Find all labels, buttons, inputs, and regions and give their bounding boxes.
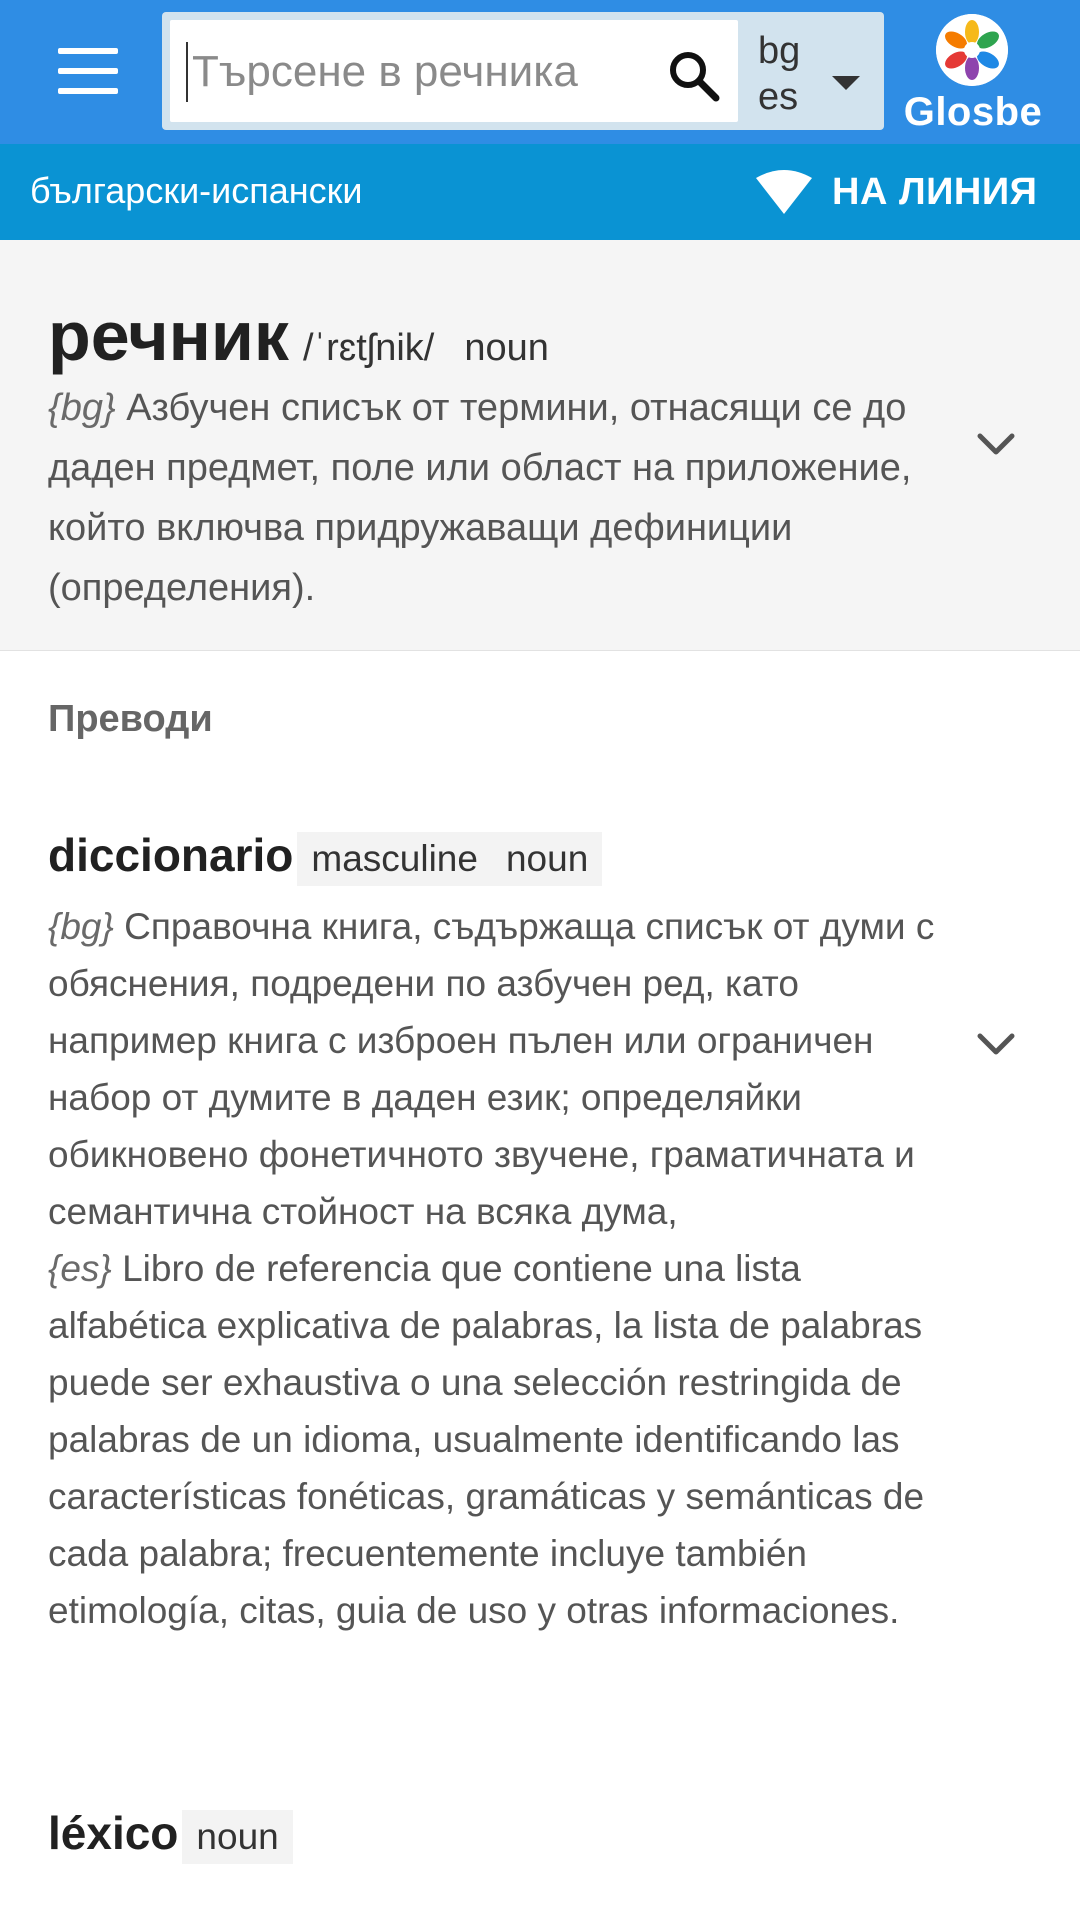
glosbe-logo bbox=[936, 14, 1008, 86]
definition-bg bbox=[48, 898, 948, 1240]
definition-bg-text: Справочна книга, съдържаща списък от думи с обяснения, подредени по азбучен ред, като например книга с изброен пълен или ограничен набор от думите в даден език; определяйки обикновено фонетичното звучене, граматичната и семантична стойност на всяка дума, bbox=[48, 906, 935, 1232]
menu-icon[interactable] bbox=[58, 48, 118, 96]
language-selector[interactable] bbox=[748, 22, 878, 122]
source-language: bg bbox=[758, 30, 801, 72]
pos-tag: noun bbox=[505, 838, 589, 879]
pronunciation: /ˈrɛtʃnik/ bbox=[302, 327, 435, 369]
headword-card bbox=[0, 240, 1080, 651]
translations-section bbox=[0, 652, 1080, 1920]
online-label: НА ЛИНИЯ bbox=[832, 170, 1038, 213]
chevron-down-icon[interactable] bbox=[976, 432, 1016, 458]
search-bar bbox=[162, 12, 884, 130]
chevron-down-icon[interactable] bbox=[976, 1032, 1016, 1058]
search-input[interactable] bbox=[186, 42, 634, 102]
brand-name: Glosbe bbox=[903, 90, 1043, 134]
gender-tag: masculine bbox=[311, 838, 478, 879]
brand[interactable] bbox=[900, 10, 1070, 136]
app-bar bbox=[0, 0, 1080, 144]
grammar-tags bbox=[297, 832, 602, 886]
translation-word: diccionario bbox=[48, 829, 294, 881]
definition bbox=[48, 378, 948, 618]
dropdown-caret-icon bbox=[832, 76, 860, 90]
translation-item-diccionario[interactable] bbox=[48, 828, 602, 886]
section-title: Преводи bbox=[48, 698, 213, 740]
search-box bbox=[170, 20, 738, 122]
headword-line bbox=[48, 296, 549, 376]
definition-language-tag: {bg} bbox=[48, 387, 116, 429]
language-pair[interactable]: български-испански bbox=[30, 170, 363, 211]
part-of-speech: noun bbox=[464, 327, 549, 369]
lang-tag-bg: {bg} bbox=[48, 906, 114, 947]
lang-tag-es: {es} bbox=[48, 1248, 112, 1289]
translation-item-lexico[interactable] bbox=[48, 1806, 293, 1864]
sub-bar bbox=[0, 144, 1080, 240]
online-status[interactable] bbox=[756, 166, 1038, 218]
translation-word: léxico bbox=[48, 1807, 179, 1859]
grammar-tags bbox=[182, 1810, 292, 1864]
translation-definition bbox=[48, 898, 948, 1639]
search-icon[interactable] bbox=[664, 46, 724, 106]
definition-text: Азбучен списък от термини, отнасящи се до даден предмет, поле или област на приложение, който включва придружаващи дефиниции (определения). bbox=[48, 387, 912, 609]
headword: речник bbox=[48, 297, 289, 375]
target-language: es bbox=[758, 76, 799, 118]
definition-es-text: Libro de referencia que contiene una lista alfabética explicativa de palabras, la lista de palabras puede ser exhaustiva o una selección restringida de palabras de un idioma, usualmente identificando las características fonéticas, gramáticas y semánticas de cada palabra; frecuentemente incluye también etimología, citas, guia de uso y otras informaciones. bbox=[48, 1248, 925, 1631]
pos-tag: noun bbox=[196, 1816, 279, 1857]
definition-es bbox=[48, 1240, 948, 1639]
wifi-icon bbox=[756, 168, 812, 216]
